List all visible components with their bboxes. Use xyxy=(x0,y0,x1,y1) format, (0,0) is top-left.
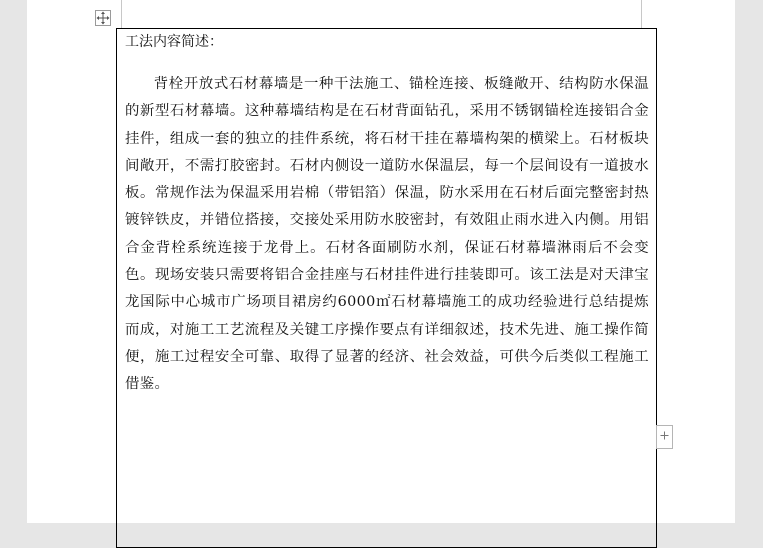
section-heading: 工法内容简述： xyxy=(125,34,223,50)
plus-icon xyxy=(660,431,669,440)
margin-corner-mark-right xyxy=(641,0,642,28)
add-row-button[interactable] xyxy=(656,425,673,449)
margin-corner-mark-left xyxy=(121,0,122,28)
table-cell[interactable] xyxy=(116,28,657,548)
move-arrows-icon[interactable] xyxy=(95,10,111,26)
document-page xyxy=(27,0,735,523)
body-paragraph: 背栓开放式石材幕墙是一种干法施工、锚栓连接、板缝敞开、结构防水保温的新型石材幕墙。这种幕墙结构是在石材背面钻孔，采用不锈钢锚栓连接铝合金挂件，组成一套的独立的挂件系统，将石材干挂在幕墙构架的横梁上。石材板块间敞开，不需打胶密封。石材内侧设一道防水保温层，每一个层间设有一道披水板。常规作法为保温采用岩棉（带铝箔）保温，防水采用在石材后面完整密封热镀锌铁皮，并错位搭接，交接处采用防水胶密封，有效阻止雨水进入内侧。用铝合金背栓系统连接于龙骨上。石材各面刷防水剂，保证石材幕墙淋雨后不会变色。现场安装只需要将铝合金挂座与石材挂件进行挂装即可。该工法是对天津宝龙国际中心城市广场项目裙房约6000㎡石材幕墙施工的成功经验进行总结提炼而成，对施工工艺流程及关键工序操作要点有详细叙述，技术先进、施工操作简便，施工过程安全可靠、取得了显著的经济、社会效益，可供今后类似工程施工借鉴。 xyxy=(125,76,649,393)
scroll-gutter xyxy=(735,0,763,523)
